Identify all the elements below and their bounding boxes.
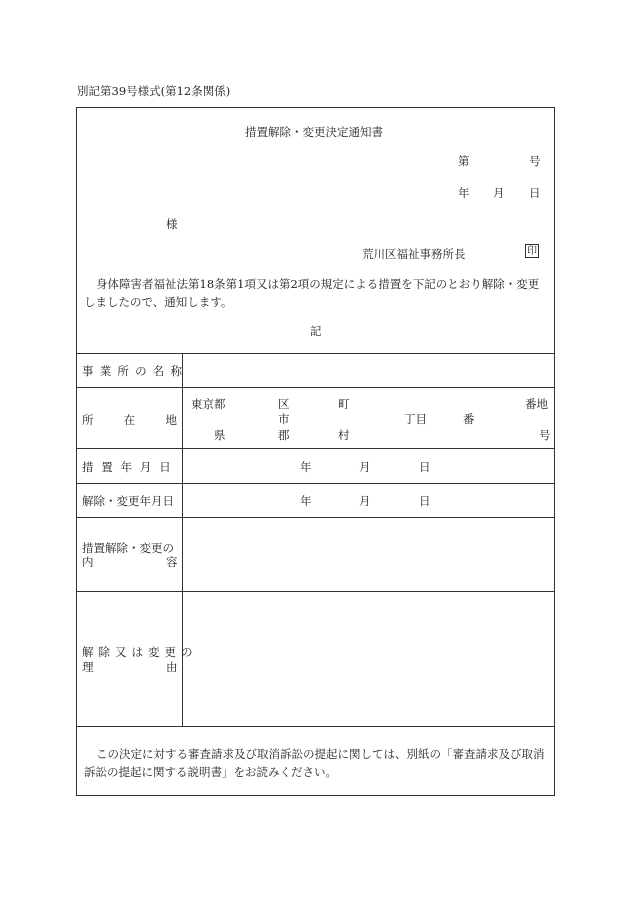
date-month: 月 [493,186,505,200]
office-name-label: 事業所の名称 [82,364,189,378]
addressee-suffix: 様 [166,217,178,231]
row-divider [76,353,555,354]
release-year: 年 [300,494,312,508]
number-prefix: 第 [458,154,470,168]
row-divider [76,591,555,592]
row-divider [76,387,555,388]
seal-mark: 印 [527,246,537,257]
address-gun: 郡 [278,428,290,442]
document-frame [76,107,555,796]
measure-day: 日 [419,460,431,474]
content-label-line2-b: 容 [166,555,178,569]
measure-year: 年 [300,460,312,474]
number-suffix: 号 [529,154,541,168]
address-ku: 区 [278,397,290,411]
row-divider [76,448,555,449]
reason-label-line2-b: 由 [166,660,178,674]
row-divider [76,726,555,727]
reason-label-line1: 解除又は変更の [82,645,198,659]
column-divider [182,353,183,726]
release-month: 月 [359,494,371,508]
address-shi: 市 [278,412,290,426]
form-label: 別記第39号様式(第12条関係) [77,84,231,98]
address-label: 所在地 [82,413,177,427]
issuer-name: 荒川区福祉事務所長 [362,247,466,261]
address-tokyo: 東京都 [191,397,226,411]
row-divider [76,517,555,518]
release-day: 日 [419,494,431,508]
content-label-line2-a: 内 [82,555,94,569]
release-date-label: 解除・変更年月日 [82,494,174,508]
footer-text: この決定に対する審査請求及び取消訴訟の提起に関しては、別紙の「審査請求及び取消訴訟の提起に関する説明書」をお読みください。 [84,747,545,779]
address-banchi: 番地 [525,397,548,411]
measure-month: 月 [359,460,371,474]
address-chome: 丁目 [404,412,427,426]
ki-mark: 記 [310,324,322,338]
body-text: 身体障害者福祉法第18条第1項又は第2項の規定による措置を下記のとおり解除・変更しましたので、通知します。 [84,277,540,309]
date-day: 日 [529,186,541,200]
content-label-line1: 措置解除・変更の [82,541,174,555]
address-machi: 町 [338,397,350,411]
address-go: 号 [539,428,551,442]
document-title: 措置解除・変更決定通知書 [245,125,383,139]
address-mura: 村 [338,428,350,442]
row-divider [76,483,555,484]
reason-label-line2-a: 理 [82,660,94,674]
date-year: 年 [458,186,470,200]
address-ken: 県 [214,428,226,442]
measure-date-label: 措置年月日 [82,460,179,474]
address-ban: 番 [463,412,475,426]
